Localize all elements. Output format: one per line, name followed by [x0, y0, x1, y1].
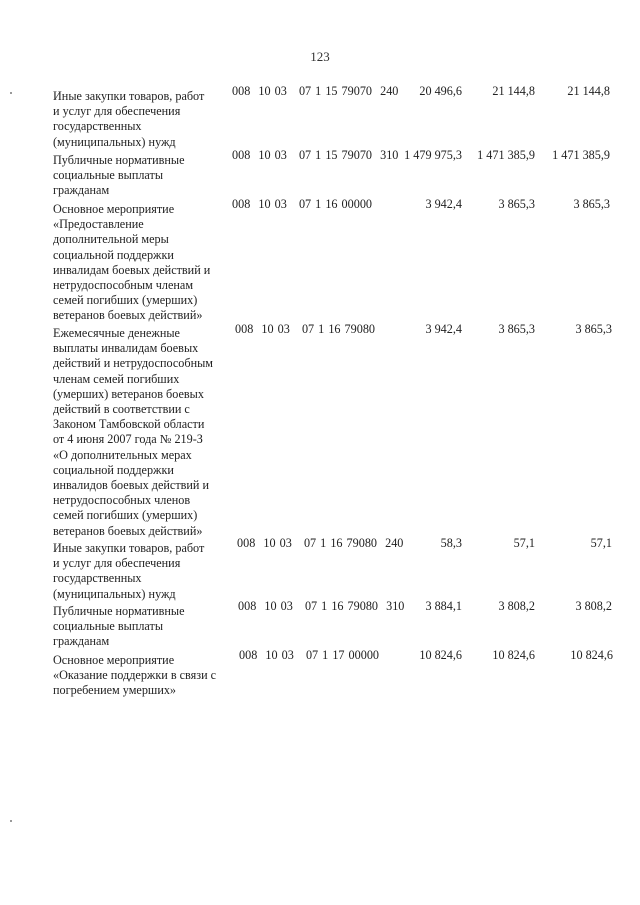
row-name: Основное мероприятие «Предоставление дополнительной меры социальной поддержки инвалидам боевых действий и нетрудоспособным членам семей погибших (умерших) ветеранов боевых действий» [53, 202, 211, 323]
row-value-2: 3 808,2 [498, 599, 535, 613]
row-code: 008 10 03 07 1 16 00000 [232, 197, 373, 211]
row-value-2: 3 865,3 [498, 322, 535, 336]
row-value-3: 10 824,6 [570, 648, 613, 662]
row-name: Основное мероприятие «Оказание поддержки в связи с погребением умерших» [53, 653, 217, 698]
row-value-2: 1 471 385,9 [477, 148, 535, 162]
row-value-3: 21 144,8 [567, 84, 610, 98]
row-code: 008 10 03 07 1 16 79080 240 [237, 536, 404, 550]
row-code: 008 10 03 07 1 16 79080 310 [238, 599, 405, 613]
page-number: 123 [310, 49, 330, 64]
row-value-3: 3 808,2 [575, 599, 612, 613]
scan-mark [10, 820, 12, 822]
row-code: 008 10 03 07 1 15 79070 240 [232, 84, 399, 98]
row-name: Иные закупки товаров, работ и услуг для обеспечения государственных (муниципальных) нужд [53, 89, 205, 149]
row-name: Публичные нормативные социальные выплаты гражданам [53, 153, 185, 198]
row-value-1: 10 824,6 [419, 648, 462, 662]
scan-mark [10, 92, 12, 94]
row-code: 008 10 03 07 1 16 79080 [235, 322, 376, 336]
row-code: 008 10 03 07 1 15 79070 310 [232, 148, 399, 162]
row-value-3: 3 865,3 [573, 197, 610, 211]
row-value-1: 20 496,6 [419, 84, 462, 98]
row-name: Публичные нормативные социальные выплаты гражданам [53, 604, 185, 649]
row-value-2: 3 865,3 [498, 197, 535, 211]
row-value-3: 57,1 [590, 536, 612, 550]
row-value-2: 21 144,8 [492, 84, 535, 98]
row-name: Иные закупки товаров, работ и услуг для обеспечения государственных (муниципальных) нужд [53, 541, 205, 601]
row-value-1: 58,3 [440, 536, 462, 550]
row-value-1: 1 479 975,3 [404, 148, 462, 162]
row-value-2: 57,1 [513, 536, 535, 550]
row-value-1: 3 884,1 [425, 599, 462, 613]
row-value-1: 3 942,4 [425, 322, 462, 336]
row-value-2: 10 824,6 [492, 648, 535, 662]
row-name: Ежемесячные денежные выплаты инвалидам боевых действий и нетрудоспособным членам семей погибших (умерших) ветеранов боевых действий в соответствии с Законом Тамбовской области от 4 июня 2007 года № 219-З «О дополнительных мерах социальной поддержки инвалидов боевых действий и нетрудоспособных членов семей погибших (умерших) ветеранов боевых действий» [53, 326, 214, 538]
row-value-1: 3 942,4 [425, 197, 462, 211]
row-code: 008 10 03 07 1 17 00000 [239, 648, 380, 662]
row-value-3: 1 471 385,9 [552, 148, 610, 162]
row-value-3: 3 865,3 [575, 322, 612, 336]
